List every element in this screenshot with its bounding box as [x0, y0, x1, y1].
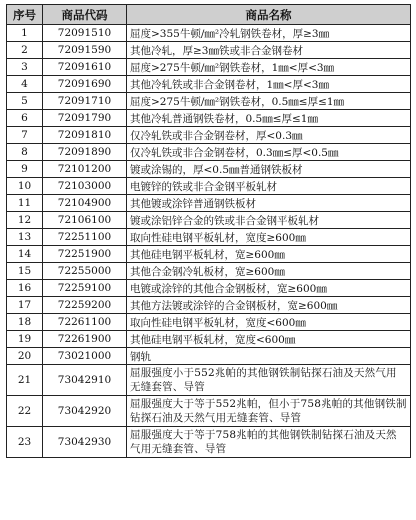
commodity-code-table — [6, 4, 411, 458]
table-row — [7, 59, 411, 76]
table-row — [7, 212, 411, 229]
table-row — [7, 25, 411, 42]
name-cell: 其他镀或涂锌普通钢铁板材 — [127, 195, 411, 212]
table-row — [7, 161, 411, 178]
seq-cell: 21 — [7, 365, 43, 396]
name-cell: 其他硅电钢平板轧材，宽度<600㎜ — [127, 331, 411, 348]
table-row — [7, 93, 411, 110]
name-cell: 钢轨 — [127, 348, 411, 365]
seq-cell: 11 — [7, 195, 43, 212]
name-cell: 仅冷轧铁或非合金钢卷材，0.3㎜≤厚<0.5㎜ — [127, 144, 411, 161]
code-cell: 72091790 — [43, 110, 127, 127]
name-cell: 屈度>355牛顿/㎜²冷轧钢铁卷材，厚≥3㎜ — [127, 25, 411, 42]
code-cell: 72259200 — [43, 297, 127, 314]
seq-cell: 9 — [7, 161, 43, 178]
code-cell: 72261900 — [43, 331, 127, 348]
code-cell: 72091590 — [43, 42, 127, 59]
table-row — [7, 144, 411, 161]
code-cell: 72091610 — [43, 59, 127, 76]
table-row — [7, 365, 411, 396]
seq-cell: 17 — [7, 297, 43, 314]
code-cell: 72261100 — [43, 314, 127, 331]
seq-cell: 15 — [7, 263, 43, 280]
table-body — [7, 25, 411, 458]
name-cell: 镀或涂锡的，厚<0.5㎜普通钢铁板材 — [127, 161, 411, 178]
seq-cell: 18 — [7, 314, 43, 331]
table-row — [7, 76, 411, 93]
table-row — [7, 178, 411, 195]
seq-cell: 14 — [7, 246, 43, 263]
name-cell: 其他合金钢冷轧板材，宽≥600㎜ — [127, 263, 411, 280]
seq-cell: 3 — [7, 59, 43, 76]
seq-cell: 20 — [7, 348, 43, 365]
code-cell: 72091810 — [43, 127, 127, 144]
name-cell: 镀或涂铝锌合金的铁或非合金钢平板轧材 — [127, 212, 411, 229]
seq-cell: 12 — [7, 212, 43, 229]
code-cell: 72101200 — [43, 161, 127, 178]
code-cell: 73042910 — [43, 365, 127, 396]
seq-cell: 19 — [7, 331, 43, 348]
seq-cell: 16 — [7, 280, 43, 297]
table-row — [7, 195, 411, 212]
name-cell: 其他冷轧，厚≥3㎜铁或非合金钢卷材 — [127, 42, 411, 59]
table-row — [7, 348, 411, 365]
table-row — [7, 396, 411, 427]
code-cell: 73042930 — [43, 427, 127, 458]
code-cell: 73021000 — [43, 348, 127, 365]
name-cell: 其他冷轧铁或非合金钢卷材，1㎜<厚<3㎜ — [127, 76, 411, 93]
code-cell: 72259100 — [43, 280, 127, 297]
seq-cell: 8 — [7, 144, 43, 161]
code-cell: 72251100 — [43, 229, 127, 246]
code-cell: 72091890 — [43, 144, 127, 161]
name-cell: 取向性硅电钢平板轧材，宽度≥600㎜ — [127, 229, 411, 246]
header-seq: 序号 — [7, 5, 43, 25]
name-cell: 其他冷轧普通钢铁卷材，0.5㎜≤厚≤1㎜ — [127, 110, 411, 127]
header-code: 商品代码 — [43, 5, 127, 25]
table-row — [7, 297, 411, 314]
table-row — [7, 263, 411, 280]
code-cell: 73042920 — [43, 396, 127, 427]
name-cell: 电镀或涂锌的其他合金钢板材，宽≥600㎜ — [127, 280, 411, 297]
name-cell: 屈度>275牛顿/㎜²钢铁卷材，0.5㎜≤厚≤1㎜ — [127, 93, 411, 110]
table-row — [7, 280, 411, 297]
table-row — [7, 331, 411, 348]
seq-cell: 5 — [7, 93, 43, 110]
name-cell: 屈服强度小于552兆帕的其他钢铁制钻探石油及天然气用无缝套管、导管 — [127, 365, 411, 396]
seq-cell: 7 — [7, 127, 43, 144]
code-cell: 72255000 — [43, 263, 127, 280]
name-cell: 其他硅电钢平板轧材，宽≥600㎜ — [127, 246, 411, 263]
code-cell: 72251900 — [43, 246, 127, 263]
seq-cell: 6 — [7, 110, 43, 127]
header-row — [7, 5, 411, 25]
code-cell: 72091510 — [43, 25, 127, 42]
table-row — [7, 42, 411, 59]
name-cell: 屈服强度大于等于758兆帕的其他钢铁制钻探石油及天然气用无缝套管、导管 — [127, 427, 411, 458]
seq-cell: 4 — [7, 76, 43, 93]
code-cell: 72091690 — [43, 76, 127, 93]
seq-cell: 10 — [7, 178, 43, 195]
table-row — [7, 127, 411, 144]
name-cell: 屈服强度大于等于552兆帕，但小于758兆帕的其他钢铁制钻探石油及天然气用无缝套管、导管 — [127, 396, 411, 427]
table-row — [7, 427, 411, 458]
table-row — [7, 314, 411, 331]
seq-cell: 1 — [7, 25, 43, 42]
table-row — [7, 246, 411, 263]
seq-cell: 2 — [7, 42, 43, 59]
name-cell: 仅冷轧铁或非合金钢卷材，厚<0.3㎜ — [127, 127, 411, 144]
code-cell: 72091710 — [43, 93, 127, 110]
seq-cell: 23 — [7, 427, 43, 458]
code-cell: 72106100 — [43, 212, 127, 229]
name-cell: 取向性硅电钢平板轧材，宽度<600㎜ — [127, 314, 411, 331]
seq-cell: 22 — [7, 396, 43, 427]
code-cell: 72103000 — [43, 178, 127, 195]
name-cell: 其他方法镀或涂锌的合金钢板材，宽≥600㎜ — [127, 297, 411, 314]
table-row — [7, 110, 411, 127]
table-row — [7, 229, 411, 246]
code-cell: 72104900 — [43, 195, 127, 212]
header-name: 商品名称 — [127, 5, 411, 25]
name-cell: 屈度>275牛顿/㎜²钢铁卷材，1㎜<厚<3㎜ — [127, 59, 411, 76]
seq-cell: 13 — [7, 229, 43, 246]
name-cell: 电镀锌的铁或非合金钢平板轧材 — [127, 178, 411, 195]
